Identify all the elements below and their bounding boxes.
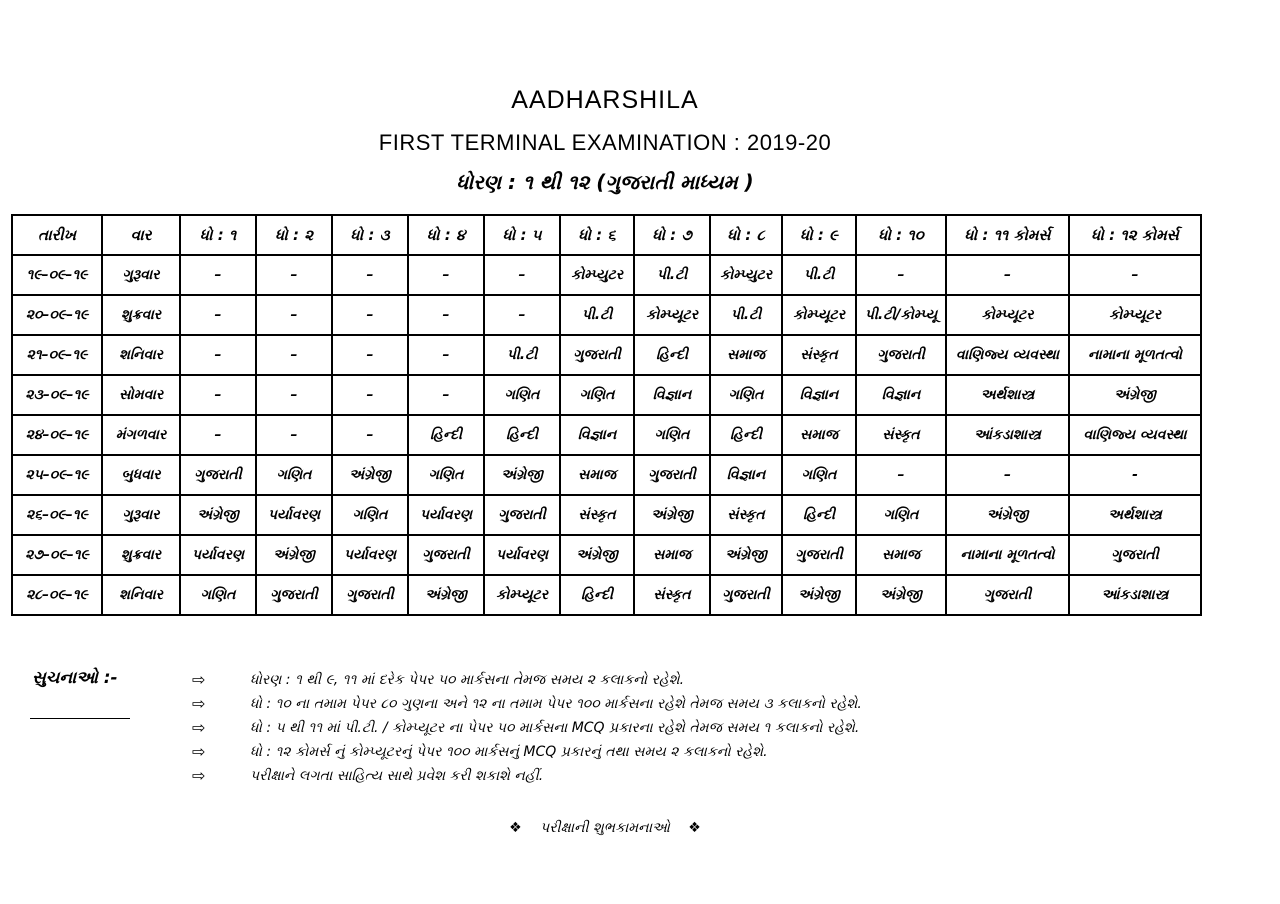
subject-cell: સંસ્કૃત	[710, 495, 782, 535]
subject-cell: –	[332, 335, 408, 375]
subject-cell: –	[180, 295, 256, 335]
date-cell: ૨૭–૦૯–૧૯	[12, 535, 102, 575]
column-header: ધો : ૧	[180, 215, 256, 255]
subject-cell: આંકડાશાસ્ત્ર	[946, 415, 1069, 455]
subject-cell: ગણિત	[332, 495, 408, 535]
subject-cell: સમાજ	[634, 535, 710, 575]
column-header: ધો : ૮	[710, 215, 782, 255]
subject-cell: અંગ્રેજી	[946, 495, 1069, 535]
subject-cell: –	[946, 255, 1069, 295]
table-row	[12, 495, 1201, 535]
subject-cell: હિન્દી	[484, 415, 560, 455]
arrow-right-icon: ⇨	[192, 670, 206, 689]
school-name: AADHARSHILA	[511, 86, 699, 114]
subject-cell: ગુજરાતી	[856, 335, 946, 375]
date-cell: ૨૮–૦૯–૧૯	[12, 575, 102, 615]
subject-cell: પર્યાવરણ	[180, 535, 256, 575]
column-header: ધો : ૯	[782, 215, 856, 255]
subject-cell: સમાજ	[782, 415, 856, 455]
subject-cell: ગણિત	[710, 375, 782, 415]
subject-cell: ગણિત	[634, 415, 710, 455]
note-item	[192, 716, 862, 740]
subject-cell: ગુજરાતી	[946, 575, 1069, 615]
arrow-right-icon: ⇨	[192, 742, 206, 761]
table-row	[12, 255, 1201, 295]
subject-cell: ગણિત	[782, 455, 856, 495]
subject-cell: –	[946, 455, 1069, 495]
diamond-ornament-icon: ❖	[688, 820, 701, 836]
subject-cell: –	[256, 255, 332, 295]
subject-cell: સંસ્કૃત	[856, 415, 946, 455]
date-cell: ૨૪–૦૯–૧૯	[12, 415, 102, 455]
subject-cell: અંગ્રેજી	[710, 535, 782, 575]
subject-cell: પી.ટી/કોમ્પ્યૂ	[856, 295, 946, 335]
date-cell: ૨૩–૦૯–૧૯	[12, 375, 102, 415]
subject-cell: –	[332, 295, 408, 335]
subject-cell: અંગ્રેજી	[856, 575, 946, 615]
day-cell: મંગળવાર	[102, 415, 180, 455]
day-cell: બુધવાર	[102, 455, 180, 495]
subject-cell: –	[1069, 255, 1201, 295]
subject-cell: –	[332, 375, 408, 415]
day-cell: શનિવાર	[102, 575, 180, 615]
date-cell: ૧૯–૦૯–૧૯	[12, 255, 102, 295]
arrow-right-icon: ⇨	[192, 718, 206, 737]
subject-cell: હિન્દી	[408, 415, 484, 455]
column-header: વાર	[102, 215, 180, 255]
subject-cell: સમાજ	[710, 335, 782, 375]
exam-title: FIRST TERMINAL EXAMINATION : 2019-20	[378, 130, 832, 155]
subject-cell: નામાના મૂળતત્વો	[946, 535, 1069, 575]
subject-cell: વાણિજ્ય વ્યવસ્થા	[946, 335, 1069, 375]
subject-cell: અંગ્રેજી	[634, 495, 710, 535]
subject-cell: ગણિત	[484, 375, 560, 415]
subject-cell: કોમ્પ્યૂટર	[946, 295, 1069, 335]
column-header: ધો : ૬	[560, 215, 634, 255]
subject-cell: હિન્દી	[560, 575, 634, 615]
column-header: ધો : ૫	[484, 215, 560, 255]
subject-cell: ગુજરાતી	[180, 455, 256, 495]
subject-cell: પર્યાવરણ	[256, 495, 332, 535]
day-cell: શુક્રવાર	[102, 295, 180, 335]
column-header: ધો : ૧૦	[856, 215, 946, 255]
day-cell: ગુરૂવાર	[102, 495, 180, 535]
subject-cell: કોમ્પ્યૂટર	[1069, 295, 1201, 335]
column-header: ધો : ૧૨ કોમર્સ	[1069, 215, 1201, 255]
subject-cell: સંસ્કૃત	[560, 495, 634, 535]
notes-underline	[30, 718, 130, 719]
subject-cell: પર્યાવરણ	[332, 535, 408, 575]
table-header-row	[12, 215, 1201, 255]
date-cell: ૨૫–૦૯–૧૯	[12, 455, 102, 495]
table-row	[12, 335, 1201, 375]
subject-cell: હિન્દી	[634, 335, 710, 375]
subject-cell: હિન્દી	[782, 495, 856, 535]
subject-cell: અર્થશાસ્ત્ર	[1069, 495, 1201, 535]
subject-cell: ગણિત	[408, 455, 484, 495]
subject-cell: અંગ્રેજી	[256, 535, 332, 575]
subject-cell: –	[408, 375, 484, 415]
subject-cell: ગુજરાતી	[634, 455, 710, 495]
subject-cell: –	[256, 335, 332, 375]
subject-cell: ગુજરાતી	[1069, 535, 1201, 575]
subject-cell: પી.ટી	[484, 335, 560, 375]
day-cell: સોમવાર	[102, 375, 180, 415]
subject-cell: પી.ટી	[634, 255, 710, 295]
footer-wishes	[0, 820, 1210, 836]
arrow-right-icon: ⇨	[192, 694, 206, 713]
subject-cell: અંગ્રેજી	[332, 455, 408, 495]
subject-cell: –	[256, 295, 332, 335]
subject-cell: હિન્દી	[710, 415, 782, 455]
subject-cell: આંકડાશાસ્ત્ર	[1069, 575, 1201, 615]
day-cell: શુક્રવાર	[102, 535, 180, 575]
subject-cell: સંસ્કૃત	[782, 335, 856, 375]
subject-cell: –	[856, 255, 946, 295]
notes-label: સુચનાઓ :-	[32, 668, 118, 688]
diamond-ornament-icon: ❖	[509, 820, 522, 836]
subject-cell: ગુજરાતી	[332, 575, 408, 615]
subject-cell: કોમ્પ્યુટર	[710, 255, 782, 295]
subject-cell: –	[856, 455, 946, 495]
subject-cell: અંગ્રેજી	[408, 575, 484, 615]
subject-cell: ગુજરાતી	[484, 495, 560, 535]
subject-cell: ગુજરાતી	[408, 535, 484, 575]
day-cell: ગુરૂવાર	[102, 255, 180, 295]
subject-cell: પી.ટી	[782, 255, 856, 295]
table-row	[12, 295, 1201, 335]
subject-cell: સમાજ	[856, 535, 946, 575]
subject-cell: પર્યાવરણ	[484, 535, 560, 575]
subject-cell: –	[484, 295, 560, 335]
subject-cell: અંગ્રેજી	[1069, 375, 1201, 415]
subject-cell: –	[408, 255, 484, 295]
notes-list	[192, 668, 862, 788]
subject-cell: –	[256, 375, 332, 415]
subject-cell: પી.ટી	[710, 295, 782, 335]
subject-cell: ગણિત	[256, 455, 332, 495]
column-header: તારીખ	[12, 215, 102, 255]
note-item	[192, 692, 862, 716]
subject-cell: –	[180, 335, 256, 375]
subject-cell: અંગ્રેજી	[560, 535, 634, 575]
subject-cell: કોમ્પ્યૂટર	[634, 295, 710, 335]
day-cell: શનિવાર	[102, 335, 180, 375]
subject-cell: ગુજરાતી	[560, 335, 634, 375]
footer-text: પરીક્ષાની શુભકામનાઓ	[540, 820, 670, 836]
subject-cell: વિજ્ઞાન	[856, 375, 946, 415]
subject-cell: -	[1069, 455, 1201, 495]
table-row	[12, 575, 1201, 615]
subject-cell: અર્થશાસ્ત્ર	[946, 375, 1069, 415]
subject-cell: –	[256, 415, 332, 455]
subject-cell: –	[180, 255, 256, 295]
subject-cell: ગુજરાતી	[256, 575, 332, 615]
subject-cell: અંગ્રેજી	[180, 495, 256, 535]
column-header: ધો : ૭	[634, 215, 710, 255]
column-header: ધો : ૧૧ કોમર્સ	[946, 215, 1069, 255]
subject-cell: વાણિજ્ય વ્યવસ્થા	[1069, 415, 1201, 455]
note-text: ધો : ૧૦ ના તમામ પેપર ૮૦ ગુણના અને ૧૨ ના તમામ પેપર ૧૦૦ માર્કસના રહેશે તેમજ સમય ૩ કલાકનો રહેશે.	[250, 696, 862, 712]
subject-cell: નામાના મૂળતત્વો	[1069, 335, 1201, 375]
subject-cell: અંગ્રેજી	[484, 455, 560, 495]
subject-cell: –	[408, 295, 484, 335]
note-text: ધો : ૧૨ કોમર્સ નું કોમ્પ્યૂટરનું પેપર ૧૦૦ માર્કસનું MCQ પ્રકારનું તથા સમય ૨ કલાકનો રહેશે.	[250, 744, 768, 760]
exam-timetable	[11, 214, 1202, 616]
subject-cell: સમાજ	[560, 455, 634, 495]
subject-cell: ગણિત	[856, 495, 946, 535]
note-text: ધો : ૫ થી ૧૧ માં પી.ટી. / કોમ્પ્યૂટર ના પેપર ૫૦ માર્કસના MCQ પ્રકારના રહેશે તેમજ સમય ૧ કલાકનો રહેશે.	[250, 720, 860, 736]
column-header: ધો : ૩	[332, 215, 408, 255]
table-body	[12, 255, 1201, 615]
subject-cell: કોમ્પ્યુટર	[560, 255, 634, 295]
subject-cell: –	[332, 255, 408, 295]
column-header: ધો : ૨	[256, 215, 332, 255]
subject-cell: ગુજરાતી	[710, 575, 782, 615]
subject-cell: વિજ્ઞાન	[560, 415, 634, 455]
subject-cell: ગણિત	[560, 375, 634, 415]
note-text: ધોરણ : ૧ થી ૯, ૧૧ માં દરેક પેપર ૫૦ માર્કસના તેમજ સમય ૨ કલાકનો રહેશે.	[250, 672, 685, 688]
subject-cell: પી.ટી	[560, 295, 634, 335]
column-header: ધો : ૪	[408, 215, 484, 255]
note-item	[192, 764, 862, 788]
subject-cell: ગુજરાતી	[782, 535, 856, 575]
subject-cell: વિજ્ઞાન	[710, 455, 782, 495]
subject-cell: અંગ્રેજી	[782, 575, 856, 615]
table-row	[12, 375, 1201, 415]
date-cell: ૨૬–૦૯–૧૯	[12, 495, 102, 535]
arrow-right-icon: ⇨	[192, 766, 206, 785]
subject-cell: ગણિત	[180, 575, 256, 615]
subject-cell: –	[408, 335, 484, 375]
subject-cell: –	[180, 415, 256, 455]
note-item	[192, 740, 862, 764]
table-row	[12, 535, 1201, 575]
date-cell: ૨૧–૦૯–૧૯	[12, 335, 102, 375]
subject-cell: –	[332, 415, 408, 455]
date-cell: ૨૦–૦૯–૧૯	[12, 295, 102, 335]
subject-cell: કોમ્પ્યૂટર	[782, 295, 856, 335]
table-row	[12, 415, 1201, 455]
subject-cell: વિજ્ઞાન	[782, 375, 856, 415]
subject-cell: વિજ્ઞાન	[634, 375, 710, 415]
note-text: પરીક્ષાને લગતા સાહિત્ય સાથે પ્રવેશ કરી શકાશે નહીં.	[250, 768, 544, 784]
standard-subtitle: ધોરણ : ૧ થી ૧૨ (ગુજરાતી માધ્યમ )	[456, 170, 754, 194]
subject-cell: –	[180, 375, 256, 415]
subject-cell: કોમ્પ્યૂટર	[484, 575, 560, 615]
note-item	[192, 668, 862, 692]
subject-cell: પર્યાવરણ	[408, 495, 484, 535]
subject-cell: સંસ્કૃત	[634, 575, 710, 615]
subject-cell: –	[484, 255, 560, 295]
table-row	[12, 455, 1201, 495]
